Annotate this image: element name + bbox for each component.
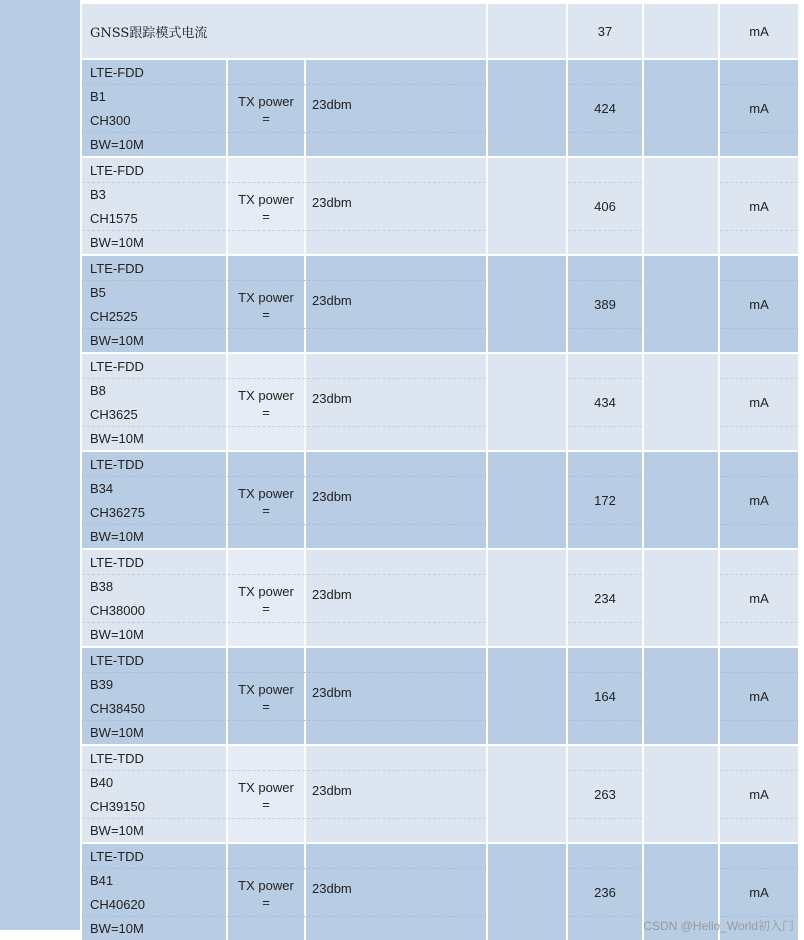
dash-divider <box>568 280 642 281</box>
dash-divider <box>82 574 486 575</box>
channel-label: CH38450 <box>90 700 145 716</box>
dash-divider <box>82 84 486 85</box>
row-unit-cell <box>720 158 798 254</box>
row-param-cell <box>228 844 304 940</box>
channel-label: CH39150 <box>90 798 145 814</box>
dash-divider <box>720 868 798 869</box>
row-text-cell <box>82 452 226 548</box>
current-unit: mA <box>749 884 769 900</box>
row-param-cell <box>228 648 304 744</box>
dash-divider <box>568 230 642 231</box>
tx-power-label: TX power = <box>238 584 294 616</box>
dash-divider <box>568 622 642 623</box>
dash-divider <box>568 476 642 477</box>
current-unit: mA <box>749 394 769 410</box>
row-value-cell <box>568 354 642 450</box>
row-empty1-cell <box>488 158 566 254</box>
dash-divider <box>82 916 486 917</box>
row-empty2-cell <box>644 256 718 352</box>
dash-divider <box>720 328 798 329</box>
current-value: 172 <box>594 492 616 508</box>
current-value: 406 <box>594 198 616 214</box>
tx-power-value: 23dbm <box>312 586 352 602</box>
channel-label: CH40620 <box>90 896 145 912</box>
row-empty1-cell <box>488 648 566 744</box>
current-value: 263 <box>594 786 616 802</box>
row-unit-cell <box>720 354 798 450</box>
tx-power-label: TX power = <box>238 388 294 420</box>
row-empty2-cell <box>644 746 718 842</box>
channel-label: CH38000 <box>90 602 145 618</box>
dash-divider <box>82 230 486 231</box>
dash-divider <box>82 378 486 379</box>
row-text-cell <box>82 60 226 156</box>
channel-label: CH1575 <box>90 210 138 226</box>
bandwidth-label: BW=10M <box>90 430 144 446</box>
band-label: B8 <box>90 382 106 398</box>
row-cond-cell <box>306 256 486 352</box>
dash-divider <box>720 574 798 575</box>
dash-divider <box>568 720 642 721</box>
current-value: 389 <box>594 296 616 312</box>
row-text-cell <box>82 648 226 744</box>
dash-divider <box>82 182 486 183</box>
row-value-cell <box>568 60 642 156</box>
band-label: B3 <box>90 186 106 202</box>
row-text-cell <box>82 844 226 940</box>
row-empty1-cell <box>488 452 566 548</box>
band-label: B5 <box>90 284 106 300</box>
row-value-cell <box>568 844 642 940</box>
dash-divider <box>568 916 642 917</box>
dash-divider <box>720 622 798 623</box>
row-text-cell <box>82 354 226 450</box>
bandwidth-label: BW=10M <box>90 528 144 544</box>
bandwidth-label: BW=10M <box>90 724 144 740</box>
channel-label: CH36275 <box>90 504 145 520</box>
row-cond-cell <box>306 158 486 254</box>
row-param-cell <box>228 158 304 254</box>
gnss-unit-cell: mA <box>720 4 798 58</box>
tx-power-value: 23dbm <box>312 782 352 798</box>
row-empty2-cell <box>644 550 718 646</box>
row-empty2-cell <box>644 648 718 744</box>
band-label: B39 <box>90 676 114 692</box>
current-unit: mA <box>749 492 769 508</box>
mode-label: LTE-FDD <box>90 260 144 276</box>
row-cond-cell <box>306 550 486 646</box>
dash-divider <box>82 818 486 819</box>
mode-label: LTE-FDD <box>90 358 144 374</box>
dash-divider <box>82 132 486 133</box>
row-cond-cell <box>306 354 486 450</box>
channel-label: CH2525 <box>90 308 138 324</box>
dash-divider <box>720 280 798 281</box>
tx-power-value: 23dbm <box>312 488 352 504</box>
row-unit-cell <box>720 550 798 646</box>
band-label: B38 <box>90 578 114 594</box>
mode-label: LTE-FDD <box>90 162 144 178</box>
dash-divider <box>82 672 486 673</box>
dash-divider <box>82 476 486 477</box>
dash-divider <box>720 818 798 819</box>
row-param-cell <box>228 354 304 450</box>
current-unit: mA <box>749 296 769 312</box>
dash-divider <box>568 672 642 673</box>
row-text-cell <box>82 256 226 352</box>
dash-divider <box>720 524 798 525</box>
gnss-label-cell: GNSS跟踪模式电流 <box>82 4 486 58</box>
row-text-cell <box>82 746 226 842</box>
row-cond-cell <box>306 648 486 744</box>
dash-divider <box>82 426 486 427</box>
mode-label: LTE-FDD <box>90 64 144 80</box>
tx-power-value: 23dbm <box>312 292 352 308</box>
row-empty1-cell <box>488 746 566 842</box>
row-empty1-cell <box>488 844 566 940</box>
row-cond-cell <box>306 746 486 842</box>
dash-divider <box>82 720 486 721</box>
tx-power-label: TX power = <box>238 780 294 812</box>
mode-label: LTE-TDD <box>90 554 144 570</box>
row-empty1-cell <box>488 354 566 450</box>
tx-power-value: 23dbm <box>312 684 352 700</box>
row-param-cell <box>228 550 304 646</box>
mode-label: LTE-TDD <box>90 456 144 472</box>
row-text-cell <box>82 158 226 254</box>
row-empty1-cell <box>488 256 566 352</box>
watermark: CSDN @Hello_World初入门 <box>643 919 794 933</box>
dash-divider <box>568 182 642 183</box>
row-empty2-cell <box>644 60 718 156</box>
row-empty2-cell <box>644 158 718 254</box>
current-unit: mA <box>749 100 769 116</box>
tx-power-label: TX power = <box>238 94 294 126</box>
current-value: 234 <box>594 590 616 606</box>
dash-divider <box>568 524 642 525</box>
gnss-empty2-cell <box>644 4 718 58</box>
dash-divider <box>82 280 486 281</box>
dash-divider <box>82 328 486 329</box>
gnss-value-cell: 37 <box>568 4 642 58</box>
band-label: B41 <box>90 872 114 888</box>
mode-label: LTE-TDD <box>90 848 144 864</box>
bandwidth-label: BW=10M <box>90 822 144 838</box>
row-value-cell <box>568 746 642 842</box>
dash-divider <box>568 770 642 771</box>
row-value-cell <box>568 550 642 646</box>
current-unit: mA <box>749 590 769 606</box>
current-value: 434 <box>594 394 616 410</box>
dash-divider <box>82 622 486 623</box>
row-param-cell <box>228 60 304 156</box>
band-label: B1 <box>90 88 106 104</box>
mode-label: LTE-TDD <box>90 652 144 668</box>
row-cond-cell <box>306 452 486 548</box>
row-value-cell <box>568 648 642 744</box>
dash-divider <box>568 328 642 329</box>
row-value-cell <box>568 158 642 254</box>
dash-divider <box>82 770 486 771</box>
dash-divider <box>82 524 486 525</box>
row-text-cell <box>82 550 226 646</box>
tx-power-label: TX power = <box>238 192 294 224</box>
row-param-cell <box>228 746 304 842</box>
current-unit: mA <box>749 198 769 214</box>
dash-divider <box>568 574 642 575</box>
row-unit-cell <box>720 746 798 842</box>
row-value-cell <box>568 256 642 352</box>
row-cond-cell <box>306 844 486 940</box>
current-value: 424 <box>594 100 616 116</box>
channel-label: CH3625 <box>90 406 138 422</box>
row-unit-cell <box>720 648 798 744</box>
dash-divider <box>568 84 642 85</box>
dash-divider <box>720 770 798 771</box>
dash-divider <box>568 426 642 427</box>
row-unit-cell <box>720 256 798 352</box>
bandwidth-label: BW=10M <box>90 136 144 152</box>
dash-divider <box>720 84 798 85</box>
tx-power-value: 23dbm <box>312 390 352 406</box>
dash-divider <box>720 182 798 183</box>
channel-label: CH300 <box>90 112 131 128</box>
row-empty2-cell <box>644 452 718 548</box>
current-value: 236 <box>594 884 616 900</box>
dash-divider <box>720 476 798 477</box>
dash-divider <box>568 132 642 133</box>
tx-power-value: 23dbm <box>312 194 352 210</box>
dash-divider <box>568 378 642 379</box>
row-unit-cell <box>720 60 798 156</box>
tx-power-label: TX power = <box>238 486 294 518</box>
row-value-cell <box>568 452 642 548</box>
row-cond-cell <box>306 60 486 156</box>
dash-divider <box>720 720 798 721</box>
dash-divider <box>720 378 798 379</box>
bandwidth-label: BW=10M <box>90 332 144 348</box>
dash-divider <box>720 132 798 133</box>
dash-divider <box>82 868 486 869</box>
dash-divider <box>568 868 642 869</box>
tx-power-label: TX power = <box>238 682 294 714</box>
dash-divider <box>720 426 798 427</box>
band-label: B40 <box>90 774 114 790</box>
dash-divider <box>720 230 798 231</box>
mode-label: LTE-TDD <box>90 750 144 766</box>
gnss-empty1-cell <box>488 4 566 58</box>
bandwidth-label: BW=10M <box>90 234 144 250</box>
bandwidth-label: BW=10M <box>90 920 144 936</box>
tx-power-value: 23dbm <box>312 880 352 896</box>
dash-divider <box>720 672 798 673</box>
current-unit: mA <box>749 786 769 802</box>
tx-power-value: 23dbm <box>312 96 352 112</box>
row-empty1-cell <box>488 60 566 156</box>
row-param-cell <box>228 256 304 352</box>
row-param-cell <box>228 452 304 548</box>
current-value: 164 <box>594 688 616 704</box>
row-empty1-cell <box>488 550 566 646</box>
current-unit: mA <box>749 688 769 704</box>
band-label: B34 <box>90 480 114 496</box>
bandwidth-label: BW=10M <box>90 626 144 642</box>
tx-power-label: TX power = <box>238 290 294 322</box>
row-empty2-cell <box>644 354 718 450</box>
tx-power-label: TX power = <box>238 878 294 910</box>
row-unit-cell <box>720 452 798 548</box>
dash-divider <box>568 818 642 819</box>
left-margin-band <box>0 0 80 930</box>
